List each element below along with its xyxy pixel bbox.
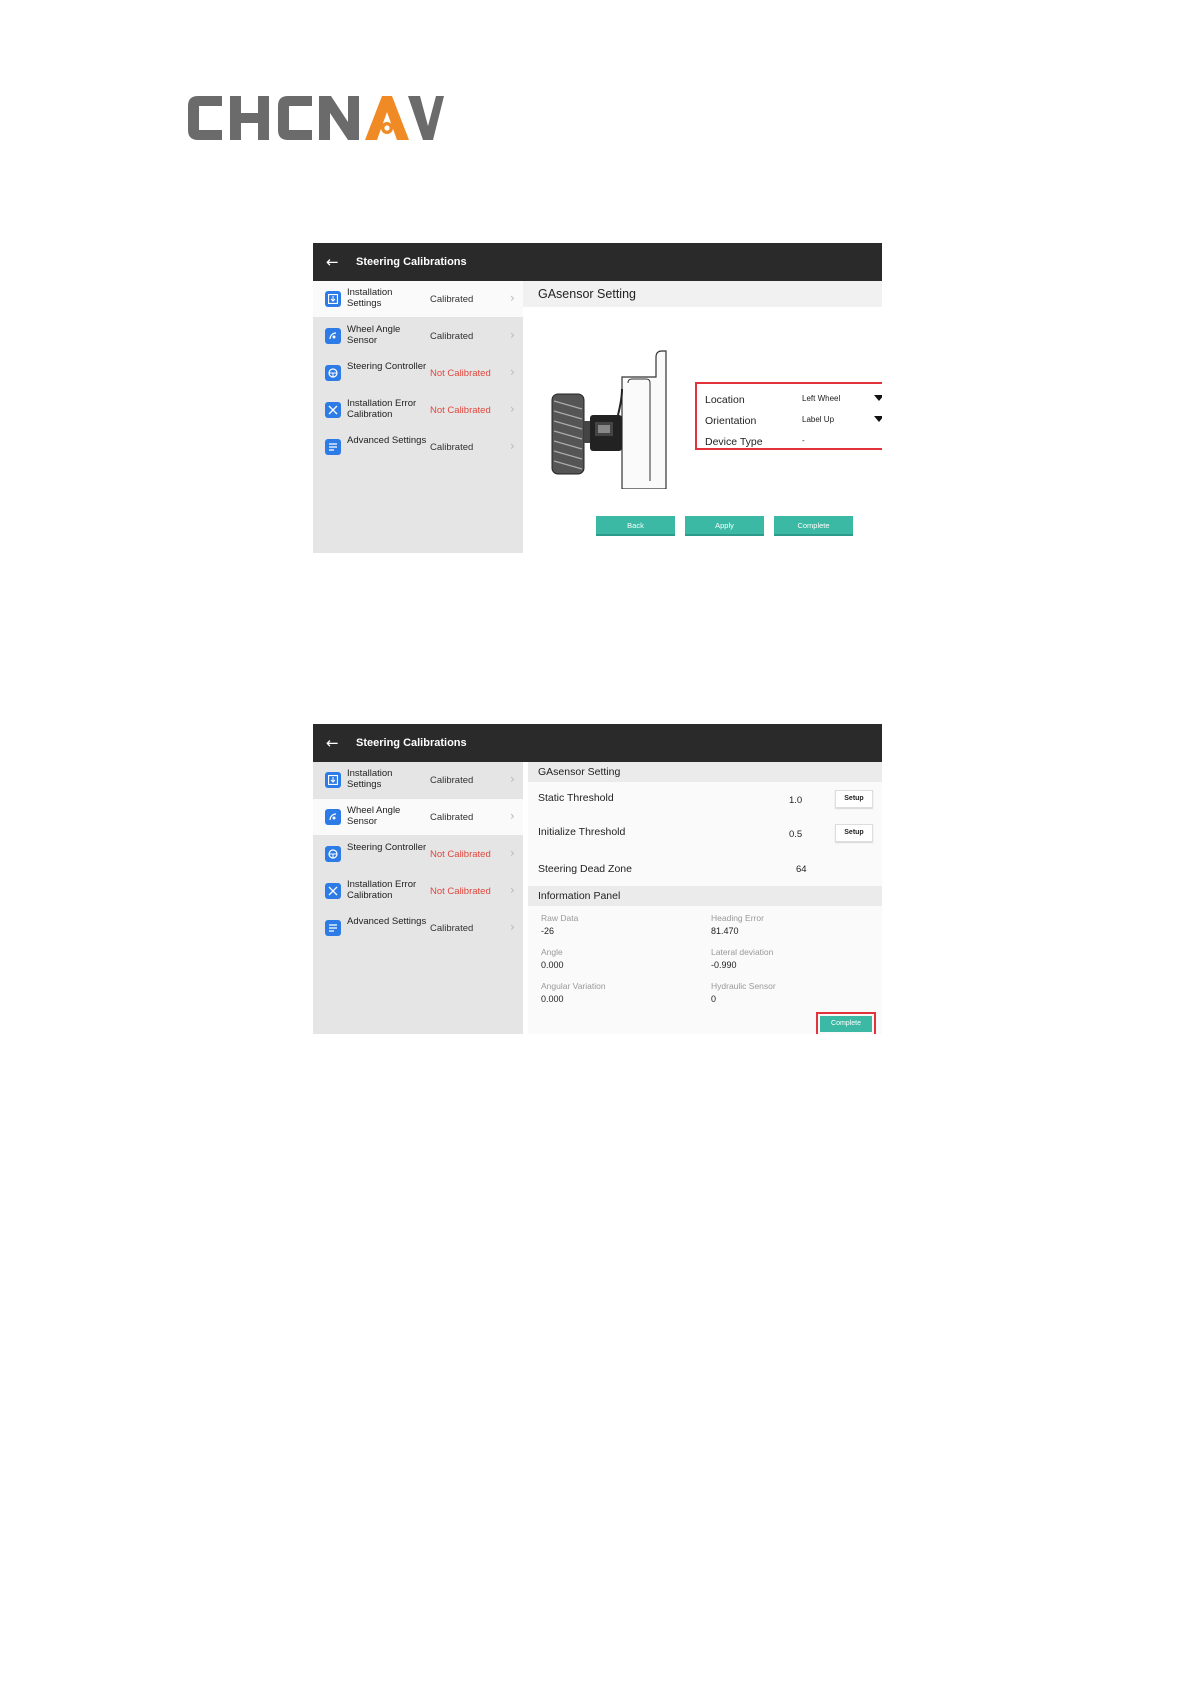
- calibration-sidebar: [313, 762, 523, 1034]
- static-threshold-setup-button[interactable]: Setup: [835, 790, 873, 808]
- list-icon: [325, 920, 341, 936]
- arrow-left-icon[interactable]: ←: [326, 253, 339, 271]
- hydraulic-sensor-label: Hydraulic Sensor: [711, 981, 776, 991]
- hydraulic-sensor-value: 0: [711, 994, 717, 1004]
- initialize-threshold-label: Initialize Threshold: [538, 826, 626, 838]
- chcnav-logo: [184, 88, 444, 148]
- static-threshold-value: 1.0: [789, 795, 803, 806]
- calibration-status: Not Calibrated: [430, 405, 491, 416]
- static-threshold-label: Static Threshold: [538, 792, 614, 804]
- chevron-right-icon: ›: [510, 772, 515, 786]
- device-type-label: Device Type: [705, 436, 763, 448]
- device-type-value: -: [802, 436, 805, 445]
- list-icon: [325, 439, 341, 455]
- angular-variation-value: 0.000: [541, 994, 564, 1004]
- lateral-deviation-value: -0.990: [711, 960, 737, 970]
- app-title-bar: [313, 243, 882, 281]
- sensor-icon: [325, 328, 341, 344]
- sensor-icon: [325, 809, 341, 825]
- section-title: GAsensor Setting: [538, 766, 621, 778]
- install-icon: [325, 772, 341, 788]
- tools-icon: [325, 402, 341, 418]
- lateral-deviation-label: Lateral deviation: [711, 947, 774, 957]
- calibration-status: Not Calibrated: [430, 886, 491, 897]
- calibration-status: Calibrated: [430, 331, 474, 342]
- complete-button-highlight: [816, 1012, 876, 1034]
- calibration-status: Calibrated: [430, 294, 474, 305]
- dead-zone-value: 64: [796, 864, 807, 875]
- steering-wheel-icon: [325, 365, 341, 381]
- section-header: [523, 281, 882, 307]
- heading-error-value: 81.470: [711, 926, 739, 936]
- sidebar-item-label: Installation Settings: [347, 768, 393, 790]
- gasensor-setting-panel: [523, 281, 882, 553]
- orientation-label: Orientation: [705, 415, 757, 427]
- calibration-status: Not Calibrated: [430, 849, 491, 860]
- information-panel-header: [528, 886, 882, 906]
- sidebar-item-steering-controller[interactable]: [313, 836, 523, 872]
- complete-button[interactable]: Complete: [774, 516, 853, 536]
- location-select[interactable]: Left Wheel: [802, 394, 841, 403]
- sidebar-item-advanced-settings[interactable]: [313, 910, 523, 946]
- section-header: [528, 762, 882, 782]
- angular-variation-label: Angular Variation: [541, 981, 606, 991]
- sidebar-item-installation-error-calibration[interactable]: [313, 873, 523, 909]
- tools-icon: [325, 883, 341, 899]
- calibration-status: Calibrated: [430, 775, 474, 786]
- page-title: Steering Calibrations: [356, 256, 467, 268]
- chevron-right-icon: ›: [510, 328, 515, 342]
- gasensor-threshold-panel: [528, 762, 882, 1034]
- calibration-status: Calibrated: [430, 442, 474, 453]
- sidebar-item-label: Steering Controller: [347, 361, 427, 372]
- screenshot-gasensor-setting: [313, 243, 882, 553]
- chevron-right-icon: ›: [510, 920, 515, 934]
- sidebar-item-wheel-angle-sensor[interactable]: [313, 799, 523, 835]
- sidebar-item-label: Advanced Settings: [347, 435, 427, 446]
- chevron-right-icon: ›: [510, 809, 515, 823]
- chevron-right-icon: ›: [510, 365, 515, 379]
- raw-data-label: Raw Data: [541, 913, 579, 923]
- back-button[interactable]: Back: [596, 516, 675, 536]
- sensor-config-highlight: [695, 382, 882, 450]
- sidebar-item-label: Steering Controller: [347, 842, 427, 853]
- arrow-left-icon[interactable]: ←: [326, 734, 339, 752]
- apply-button[interactable]: Apply: [685, 516, 764, 536]
- orientation-select[interactable]: Label Up: [802, 415, 835, 424]
- screenshot-gasensor-thresholds: [313, 724, 882, 1034]
- sidebar-item-label: Installation Error Calibration: [347, 398, 417, 420]
- heading-error-label: Heading Error: [711, 913, 764, 923]
- page-title: Steering Calibrations: [356, 737, 467, 749]
- sidebar-item-label: Installation Error Calibration: [347, 879, 417, 901]
- sidebar-item-label: Wheel Angle Sensor: [347, 805, 401, 827]
- sidebar-item-label: Installation Settings: [347, 287, 393, 309]
- sidebar-item-wheel-angle-sensor[interactable]: [313, 318, 523, 354]
- sensor-mount-illustration: [548, 349, 678, 489]
- chevron-right-icon: ›: [510, 291, 515, 305]
- chevron-right-icon: ›: [510, 402, 515, 416]
- steering-wheel-icon: [325, 846, 341, 862]
- sidebar-item-label: Advanced Settings: [347, 916, 427, 927]
- calibration-status: Calibrated: [430, 923, 474, 934]
- chevron-right-icon: ›: [510, 846, 515, 860]
- logo-mark: [184, 88, 444, 148]
- sidebar-item-advanced-settings[interactable]: [313, 429, 523, 465]
- angle-value: 0.000: [541, 960, 564, 970]
- raw-data-value: -26: [541, 926, 555, 936]
- dropdown-arrow-icon[interactable]: [874, 395, 882, 401]
- dropdown-arrow-icon[interactable]: [874, 416, 882, 422]
- sidebar-item-installation-error-calibration[interactable]: [313, 392, 523, 428]
- app-title-bar: [313, 724, 882, 762]
- initialize-threshold-setup-button[interactable]: Setup: [835, 824, 873, 842]
- chevron-right-icon: ›: [510, 439, 515, 453]
- section-title: GAsensor Setting: [538, 287, 636, 301]
- sidebar-item-installation-settings[interactable]: [313, 762, 523, 798]
- info-panel-title: Information Panel: [538, 890, 621, 902]
- calibration-sidebar: [313, 281, 523, 553]
- sidebar-item-steering-controller[interactable]: [313, 355, 523, 391]
- angle-label: Angle: [541, 947, 563, 957]
- sidebar-item-installation-settings[interactable]: [313, 281, 523, 317]
- sidebar-item-label: Wheel Angle Sensor: [347, 324, 401, 346]
- complete-button[interactable]: Complete: [820, 1016, 872, 1032]
- calibration-status: Not Calibrated: [430, 368, 491, 379]
- chevron-right-icon: ›: [510, 883, 515, 897]
- install-icon: [325, 291, 341, 307]
- location-label: Location: [705, 394, 745, 406]
- initialize-threshold-value: 0.5: [789, 829, 803, 840]
- calibration-status: Calibrated: [430, 812, 474, 823]
- dead-zone-label: Steering Dead Zone: [538, 863, 632, 875]
